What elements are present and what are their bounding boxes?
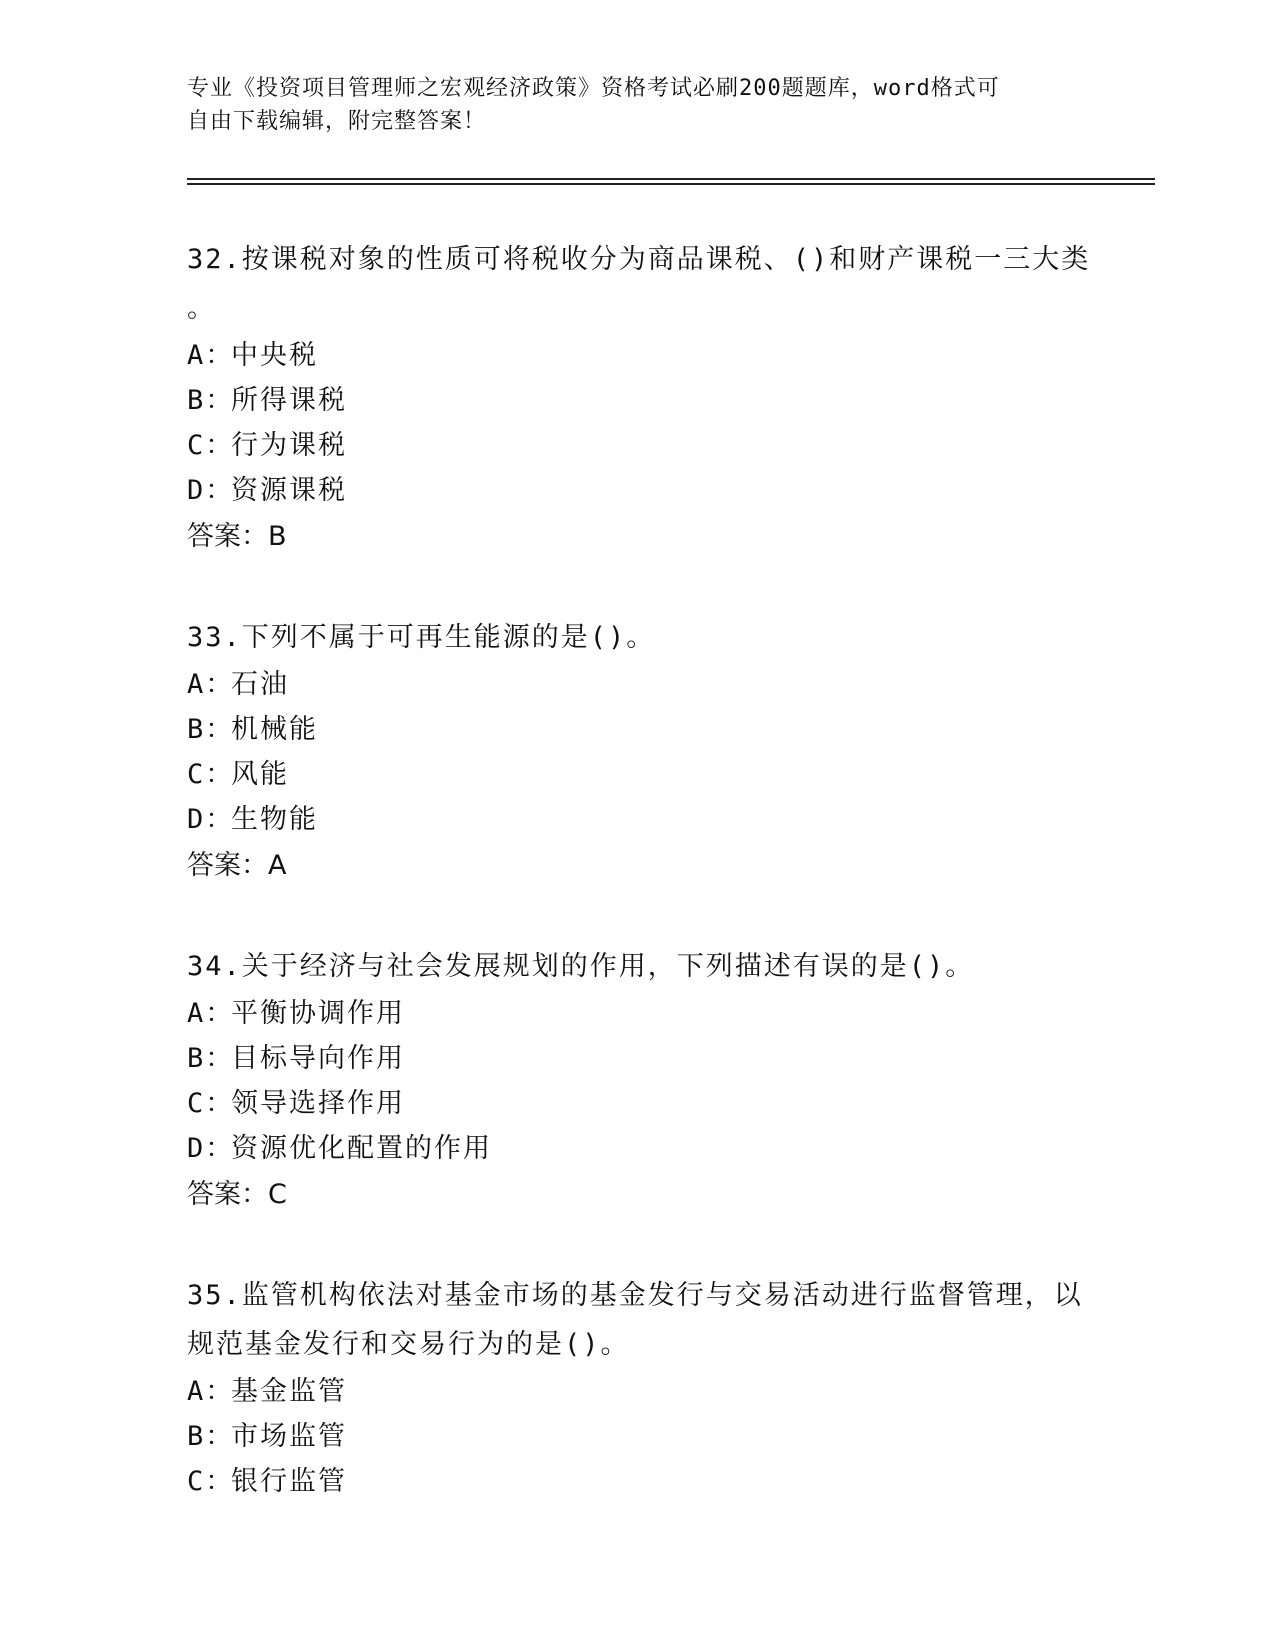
option-text: 领导选择作用 (231, 1088, 405, 1119)
option-letter: C： (187, 1088, 235, 1119)
option-letter: B： (187, 385, 235, 416)
question-block (187, 942, 1107, 1219)
answer-option (187, 1414, 1107, 1459)
question-block (187, 613, 1107, 890)
header-divider-top (187, 178, 1155, 180)
question-stem (187, 942, 1107, 991)
option-letter: A： (187, 669, 235, 700)
option-letter: B： (187, 714, 235, 745)
option-letter: A： (187, 340, 235, 371)
answer-option (187, 1081, 1107, 1126)
option-text: 资源优化配置的作用 (231, 1133, 492, 1164)
option-letter: B： (187, 1421, 235, 1452)
option-letter: B： (187, 1043, 235, 1074)
option-text: 生物能 (231, 804, 318, 835)
question-stem-line: 33.下列不属于可再生能源的是()。 (187, 622, 656, 653)
question-block (187, 235, 1107, 561)
option-text: 机械能 (231, 714, 318, 745)
header-line-1: 专业《投资项目管理师之宏观经济政策》资格考试必刷200题题库，word格式可 (187, 76, 1000, 101)
option-text: 目标导向作用 (231, 1043, 405, 1074)
question-stem-line: 35.监管机构依法对基金市场的基金发行与交易活动进行监督管理，以 (187, 1280, 1083, 1311)
answer-option (187, 1369, 1107, 1414)
option-text: 资源课税 (231, 475, 347, 506)
answer-option (187, 333, 1107, 378)
question-stem-line: 34.关于经济与社会发展规划的作用，下列描述有误的是()。 (187, 951, 975, 982)
question-stem-line: 规范基金发行和交易行为的是()。 (187, 1329, 630, 1360)
answer-option (187, 1126, 1107, 1171)
option-letter: C： (187, 1466, 235, 1497)
answer-option (187, 468, 1107, 513)
answer-option (187, 707, 1107, 752)
answer-option (187, 1459, 1107, 1504)
question-block (187, 1271, 1107, 1504)
option-text: 行为课税 (231, 430, 347, 461)
question-stem (187, 1271, 1107, 1369)
option-letter: A： (187, 998, 235, 1029)
document-header (187, 72, 1067, 138)
option-letter: C： (187, 759, 235, 790)
answer-option (187, 423, 1107, 468)
answer-option (187, 991, 1107, 1036)
answer-key: 答案：A (187, 850, 287, 881)
option-text: 银行监管 (231, 1466, 347, 1497)
answer-option (187, 1036, 1107, 1081)
option-text: 市场监管 (231, 1421, 347, 1452)
question-stem (187, 235, 1107, 333)
option-letter: D： (187, 1133, 235, 1164)
option-letter: D： (187, 804, 235, 835)
answer-option (187, 662, 1107, 707)
answer-option (187, 752, 1107, 797)
option-letter: A： (187, 1376, 235, 1407)
question-stem-line: 。 (187, 293, 216, 324)
option-text: 风能 (231, 759, 289, 790)
header-divider-bottom (187, 183, 1155, 185)
option-text: 所得课税 (231, 385, 347, 416)
option-text: 基金监管 (231, 1376, 347, 1407)
answer-option (187, 797, 1107, 842)
option-letter: C： (187, 430, 235, 461)
answer-key: 答案：B (187, 521, 287, 552)
question-stem (187, 613, 1107, 662)
option-letter: D： (187, 475, 235, 506)
question-list (187, 235, 1107, 1556)
question-stem-line: 32.按课税对象的性质可将税收分为商品课税、()和财产课税一三大类 (187, 244, 1091, 275)
option-text: 中央税 (231, 340, 318, 371)
option-text: 石油 (231, 669, 289, 700)
option-text: 平衡协调作用 (231, 998, 405, 1029)
header-line-2: 自由下载编辑，附完整答案！ (187, 109, 487, 134)
answer-key: 答案：C (187, 1179, 287, 1210)
answer-option (187, 378, 1107, 423)
